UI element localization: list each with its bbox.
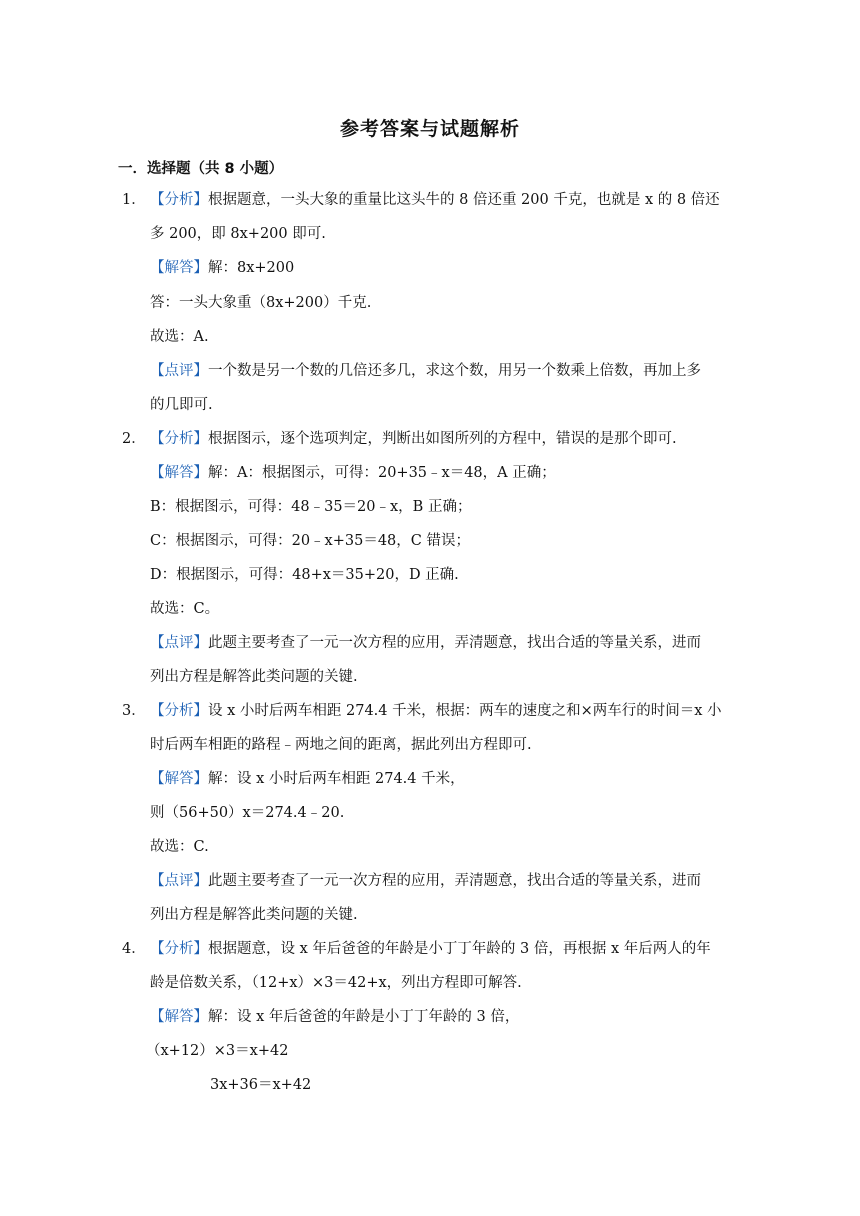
answer-tag: 【解答】 (150, 1009, 208, 1025)
text: 根据题意，一头大象的重量比这头牛的 8 倍还重 200 千克，也就是 x 的 8 倍还 (208, 192, 720, 208)
q4-equation-1: （x+12）×3＝x+42 (146, 1043, 289, 1059)
text: 此题主要考查了一元一次方程的应用，弄清题意，找出合适的等量关系，进而 (208, 635, 701, 651)
q1-line-2: 多 200，即 8x+200 即可. (150, 226, 326, 242)
q2-line-8: 列出方程是解答此类问题的关键. (150, 669, 358, 685)
text: 此题主要考查了一元一次方程的应用，弄清题意，找出合适的等量关系，进而 (208, 873, 701, 889)
q3-line-4: 则（56+50）x＝274.4﹣20. (150, 805, 345, 821)
text: 根据题意，设 x 年后爸爸的年龄是小丁丁年龄的 3 倍，再根据 x 年后两人的年 (208, 941, 711, 957)
question-number-1: 1． (122, 192, 146, 208)
analysis-tag: 【分析】 (150, 703, 208, 719)
q3-comment-line (150, 871, 701, 891)
comment-tag: 【点评】 (150, 635, 208, 651)
q1-comment-line (150, 361, 701, 381)
q4-line-2: 龄是倍数关系，（12+x）×3＝42+x，列出方程即可解答. (150, 975, 522, 991)
text: 解：设 x 小时后两车相距 274.4 千米， (208, 771, 465, 787)
q1-analysis-line (150, 190, 720, 210)
text: 设 x 小时后两车相距 274.4 千米，根据：两车的速度之和×两车行的时间＝x 小 (208, 703, 722, 719)
analysis-tag: 【分析】 (150, 941, 208, 957)
q2-analysis-line (150, 429, 677, 449)
q1-line-4: 答：一头大象重（8x+200）千克. (150, 295, 372, 311)
q1-answer-line (150, 258, 294, 278)
q3-line-2: 时后两车相距的路程﹣两地之间的距离，据此列出方程即可. (150, 737, 532, 753)
answer-tag: 【解答】 (150, 260, 208, 276)
q4-equation-2: 3x+36＝x+42 (210, 1077, 312, 1093)
q3-line-7: 列出方程是解答此类问题的关键. (150, 907, 358, 923)
q2-comment-line (150, 633, 701, 653)
answer-tag: 【解答】 (150, 771, 208, 787)
question-number-4: 4． (122, 941, 146, 957)
q4-analysis-line (150, 939, 711, 959)
q2-line-5: D：根据图示，可得：48+x＝35+20，D 正确. (150, 567, 459, 583)
section-heading: 一．选择题（共 8 小题） (118, 161, 284, 177)
answer-tag: 【解答】 (150, 465, 208, 481)
text: 一个数是另一个数的几倍还多几，求这个数，用另一个数乘上倍数，再加上多 (208, 363, 701, 379)
q2-line-6: 故选：C。 (150, 601, 220, 617)
page-title: 参考答案与试题解析 (339, 118, 520, 140)
q3-answer-line (150, 769, 465, 789)
analysis-tag: 【分析】 (150, 192, 208, 208)
q2-line-4: C：根据图示，可得：20﹣x+35＝48，C 错误； (150, 533, 470, 549)
q4-answer-line (150, 1007, 519, 1027)
q1-line-5: 故选：A. (150, 329, 209, 345)
text: 根据图示，逐个选项判定，判断出如图所列的方程中，错误的是那个即可. (208, 431, 677, 447)
text: 解：A：根据图示，可得：20+35﹣x＝48，A 正确； (208, 465, 556, 481)
text: 解：8x+200 (208, 260, 295, 276)
comment-tag: 【点评】 (150, 363, 208, 379)
comment-tag: 【点评】 (150, 873, 208, 889)
q2-line-3: B：根据图示，可得：48﹣35＝20﹣x，B 正确； (150, 499, 472, 515)
question-number-2: 2． (122, 431, 146, 447)
q2-answer-line (150, 463, 556, 483)
q3-line-5: 故选：C. (150, 839, 209, 855)
analysis-tag: 【分析】 (150, 431, 208, 447)
question-number-3: 3． (122, 703, 146, 719)
q3-analysis-line (150, 701, 722, 721)
q1-line-7: 的几即可. (150, 397, 213, 413)
text: 解：设 x 年后爸爸的年龄是小丁丁年龄的 3 倍， (208, 1009, 520, 1025)
